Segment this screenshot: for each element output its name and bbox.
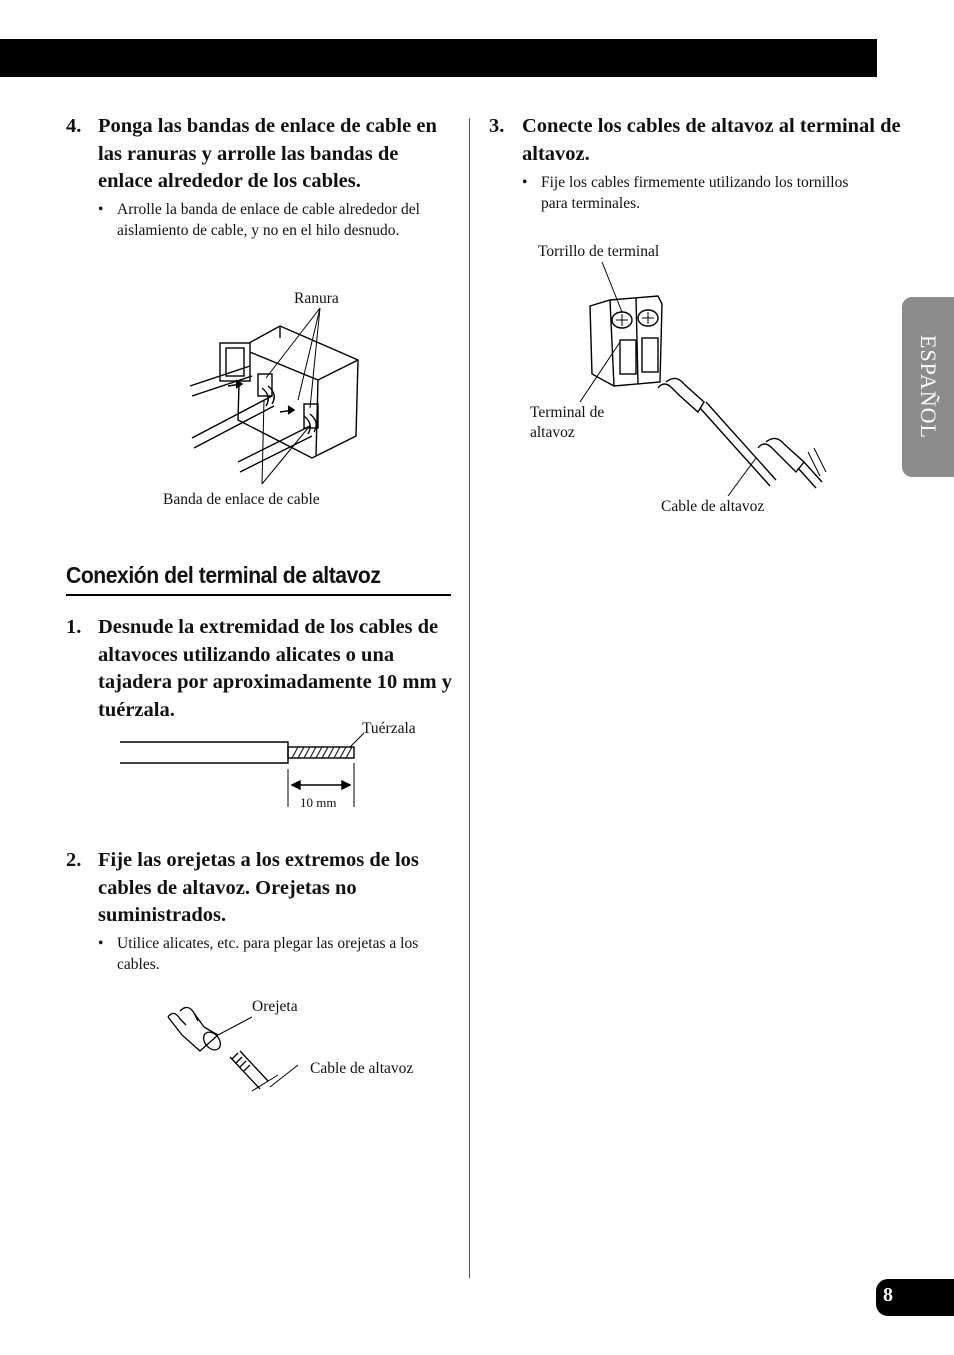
label-terminal-screw: Torrillo de terminal bbox=[538, 243, 660, 260]
label-10mm: 10 mm bbox=[300, 795, 337, 810]
step-4-number: 4. bbox=[66, 115, 82, 137]
header-bar bbox=[0, 39, 877, 77]
step-1-text: Desnude la extremidad de los cables de altavoces utilizando alicates o una tajadera por aproximadamente 10 mm y tuérzala. bbox=[98, 616, 452, 721]
label-lug: Orejeta bbox=[252, 998, 298, 1015]
step-4-bullet-text: Arrolle la banda de enlace de cable alrededor del aislamiento de cable, y no en el hilo desnudo. bbox=[117, 201, 420, 239]
label-slot: Ranura bbox=[294, 290, 339, 307]
step-4 bbox=[66, 113, 456, 196]
step-2-bullet-text: Utilice alicates, etc. para plegar las orejetas a los cables. bbox=[117, 935, 419, 973]
section-heading: Conexión del terminal de altavoz bbox=[66, 562, 381, 588]
bullet-dot: • bbox=[522, 174, 528, 191]
speaker-terminal-illustration bbox=[580, 262, 840, 502]
step-3-number: 3. bbox=[489, 115, 505, 137]
step-3 bbox=[489, 113, 909, 168]
step-2-text: Fije las orejetas a los extremos de los cables de altavoz. Orejetas no suministrados. bbox=[98, 849, 419, 926]
page-number: 8 bbox=[883, 1284, 893, 1306]
cable-band-illustration bbox=[180, 308, 380, 488]
step-1-number: 1. bbox=[66, 616, 82, 638]
step-2-bullet bbox=[98, 933, 450, 975]
step-3-bullet-text: Fije los cables firmemente utilizando los tornillos para terminales. bbox=[541, 174, 849, 212]
label-speaker-terminal: Terminal de altavoz bbox=[530, 404, 605, 441]
label-speaker-cable-right: Cable de altavoz bbox=[661, 498, 765, 515]
column-divider bbox=[469, 118, 470, 1278]
step-3-bullet bbox=[522, 172, 852, 214]
page-number-tab bbox=[876, 1279, 954, 1316]
bullet-dot: • bbox=[98, 935, 104, 952]
label-speaker-cable-left: Cable de altavoz bbox=[310, 1060, 414, 1077]
step-1 bbox=[66, 614, 456, 724]
label-twist: Tuérzala bbox=[362, 720, 416, 737]
language-tab-label: ESPAÑOL bbox=[916, 335, 941, 439]
language-tab bbox=[902, 297, 954, 477]
bullet-dot: • bbox=[98, 201, 104, 218]
label-cable-band: Banda de enlace de cable bbox=[163, 491, 320, 508]
step-4-text: Ponga las bandas de enlace de cable en las ranuras y arrolle las bandas de enlace alrededor de los cables. bbox=[98, 115, 437, 192]
step-2 bbox=[66, 847, 456, 930]
heading-underline bbox=[66, 594, 451, 596]
lug-illustration bbox=[160, 1005, 310, 1100]
step-3-text: Conecte los cables de altavoz al terminal de altavoz. bbox=[522, 115, 901, 165]
step-2-number: 2. bbox=[66, 849, 82, 871]
step-4-bullet bbox=[98, 199, 450, 241]
